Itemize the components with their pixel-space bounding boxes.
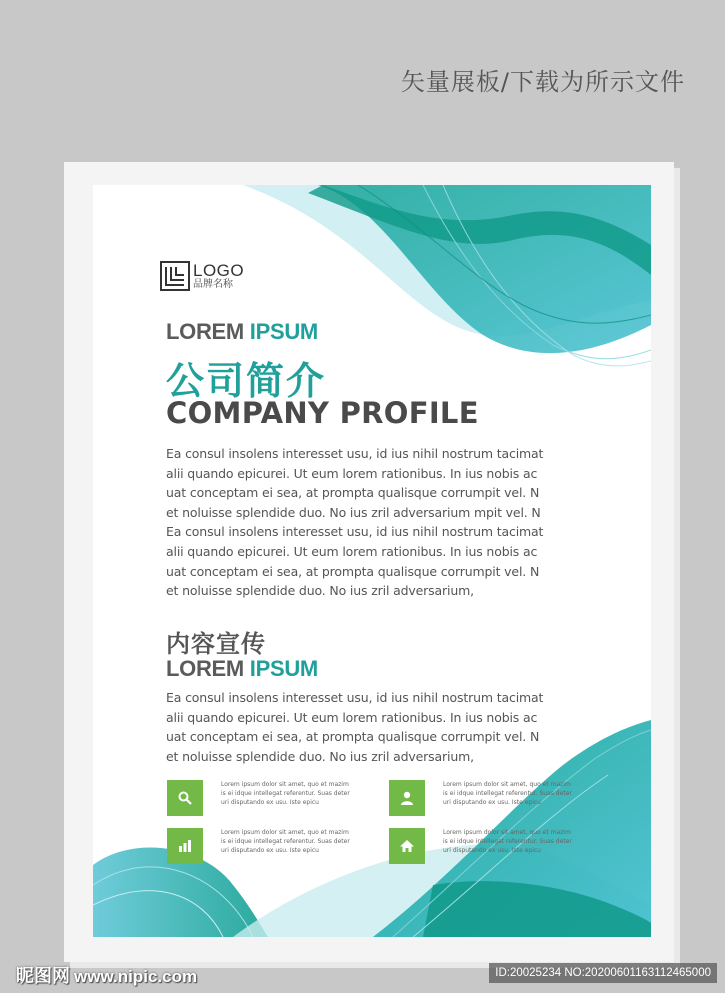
- feature-text: Lorem ipsum dolor sit amet, quo et mazim is ei idque intellegat referentur. Suas deter uri disputando ex usu. Iste epicu: [443, 829, 572, 854]
- feature-item: [167, 828, 361, 864]
- feature-text: Lorem ipsum dolor sit amet, quo et mazim is ei idque intellegat referentur. Suas deter uri disputando ex usu. Iste epicu: [443, 781, 572, 806]
- image-id-bar: ID:20025234 NO:20200601163112465000: [489, 963, 717, 983]
- feature-item: [389, 828, 583, 864]
- section-heading-chinese: 内容宣传: [166, 630, 266, 658]
- logo: [160, 261, 244, 291]
- caption: 矢量展板/下载为所示文件: [400, 68, 685, 96]
- watermark-brand: 昵图网 www.nipic.com: [16, 966, 198, 987]
- user-icon: [389, 780, 425, 816]
- feature-text: Lorem ipsum dolor sit amet, quo et mazim is ei idque intellegat referentur. Suas deter uri disputando ex usu. Iste epicu: [221, 781, 350, 806]
- bar-chart-icon: [167, 828, 203, 864]
- feature-item: [389, 780, 583, 816]
- intro-paragraph: Ea consul insolens interesset usu, id ius nihil nostrum tacimat alii quando epicurei. Ut eum lorem rationibus. In ius nobis ac uat conceptam ei sea, at prompta qualisque corrumpit vel. N et noluisse splendide duo. No ius zril adversarium mpit vel. N Ea consul insolens interesset usu, id ius nihil nostrum tacimat alii quando epicurei. Ut eum lorem rationibus. In ius nobis ac uat conceptam ei sea, at prompta qualisque corrumpit vel. N et noluisse splendide duo. No ius zril adversarium,: [166, 446, 544, 599]
- logo-subtitle: 品牌名称: [193, 279, 233, 290]
- footer: [0, 962, 725, 993]
- section-lorem-ipsum: LOREM IPSUM: [166, 656, 318, 681]
- poster-sheet: [93, 185, 651, 937]
- title-english: COMPANY PROFILE: [166, 396, 479, 430]
- feature-text: Lorem ipsum dolor sit amet, quo et mazim is ei idque intellegat referentur. Suas deter uri disputando ex usu. Iste epicu: [221, 829, 350, 854]
- logo-word: LOGO: [193, 261, 245, 280]
- feature-item: [167, 780, 361, 816]
- search-icon: [167, 780, 203, 816]
- logo-mark-icon: [160, 261, 190, 291]
- home-icon: [389, 828, 425, 864]
- section-paragraph: Ea consul insolens interesset usu, id ius nihil nostrum tacimat alii quando epicurei. Ut eum lorem rationibus. In ius nobis ac uat conceptam ei sea, at prompta qualisque corrumpit vel. N et noluisse splendide duo. No ius zril adversarium,: [166, 690, 544, 764]
- header-lorem-ipsum: LOREM IPSUM: [166, 319, 318, 344]
- title-chinese: 公司简介: [166, 359, 327, 403]
